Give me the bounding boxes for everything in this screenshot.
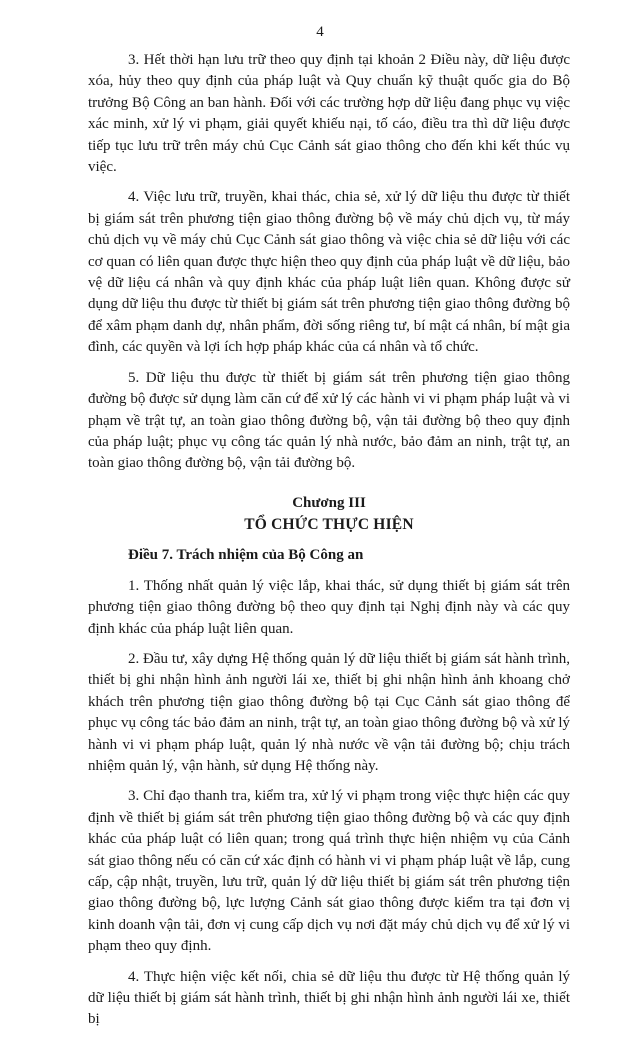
paragraph-clause-4: 4. Việc lưu trữ, truyền, khai thác, chia sẻ, xử lý dữ liệu thu được từ thiết bị giám sát trên phương tiện giao thông đường bộ về máy chủ dịch vụ, từ máy chủ dịch vụ về máy chủ Cục Cảnh sát giao thông và việc chia sẻ dữ liệu với các cơ quan có liên quan được thực hiện theo quy định của pháp luật về dữ liệu, bảo vệ dữ liệu cá nhân và quy định khác của pháp luật liên quan. Không được sử dụng dữ liệu thu được từ thiết bị giám sát trên phương tiện giao thông đường bộ để xâm phạm danh dự, nhân phẩm, đời sống riêng tư, bí mật cá nhân, bí mật gia đình, các quyền và lợi ích hợp pháp khác của cá nhân và tổ chức.	[88, 189, 570, 356]
article-title: Điều 7. Trách nhiệm của Bộ Công an	[128, 546, 364, 563]
paragraph-article7-clause-4: 4. Thực hiện việc kết nối, chia sẻ dữ liệu thu được từ Hệ thống quản lý dữ liệu thiết bị giám sát hành trình, thiết bị ghi nhận hình ảnh người lái xe, thiết bị	[88, 968, 570, 1028]
page-number: 4	[316, 24, 324, 40]
paragraph-article7-clause-3: 3. Chỉ đạo thanh tra, kiểm tra, xử lý vi phạm trong việc thực hiện các quy định về thiết bị giám sát trên phương tiện giao thông đường bộ và các quy định khác của pháp luật có liên quan; trong quá trình thực hiện nhiệm vụ của Cảnh sát giao thông nếu có căn cứ xác định có hành vi vi phạm pháp luật về lắp, cung cấp, cập nhật, truyền, lưu trữ, quản lý dữ liệu thiết bị giám sát trên phương tiện giao thông đường bộ, lực lượng Cảnh sát giao thông được kiểm tra tại đơn vị kinh doanh vận tải, đơn vị cung cấp dịch vụ nơi đặt máy chủ dịch vụ để xử lý vi phạm theo quy định.	[88, 788, 570, 955]
paragraph-clause-3: 3. Hết thời hạn lưu trữ theo quy định tại khoản 2 Điều này, dữ liệu được xóa, hủy theo quy định của pháp luật và Quy chuẩn kỹ thuật quốc gia do Bộ trưởng Bộ Công an ban hành. Đối với các trường hợp dữ liệu đang phục vụ việc xác minh, xử lý vi phạm, giải quyết khiếu nại, tố cáo, điều tra thì dữ liệu được tiếp tục lưu trữ trên máy chủ Cục Cảnh sát giao thông cho đến khi kết thúc vụ việc.	[88, 52, 570, 176]
chapter-title: TỔ CHỨC THỰC HIỆN	[244, 515, 414, 533]
document-body	[88, 50, 570, 1040]
chapter-label: Chương III	[292, 494, 366, 511]
paragraph-clause-5: 5. Dữ liệu thu được từ thiết bị giám sát trên phương tiện giao thông đường bộ được sử dụng làm căn cứ để xử lý các hành vi vi phạm pháp luật và vi phạm về trật tự, an toàn giao thông đường bộ, vận tải đường bộ theo quy định của pháp luật; phục vụ công tác quản lý nhà nước, bảo đảm an ninh, trật tự, an toàn giao thông đường bộ, vận tải đường bộ.	[88, 369, 570, 472]
paragraph-article7-clause-1: 1. Thống nhất quản lý việc lắp, khai thác, sử dụng thiết bị giám sát trên phương tiện giao thông đường bộ theo quy định tại Nghị định này và các quy định khác của pháp luật liên quan.	[88, 577, 570, 637]
paragraph-article7-clause-2: 2. Đầu tư, xây dựng Hệ thống quản lý dữ liệu thiết bị giám sát hành trình, thiết bị ghi nhận hình ảnh người lái xe, thiết bị ghi nhận hình ảnh khoang chở khách trên phương tiện giao thông đường bộ tại Cục Cảnh sát giao thông để phục vụ công tác bảo đảm an ninh, trật tự, an toàn giao thông đường bộ và xử lý hành vi vi phạm pháp luật, quản lý nhà nước về vận tải đường bộ; chịu trách nhiệm quản lý, vận hành, sử dụng Hệ thống này.	[88, 650, 570, 774]
